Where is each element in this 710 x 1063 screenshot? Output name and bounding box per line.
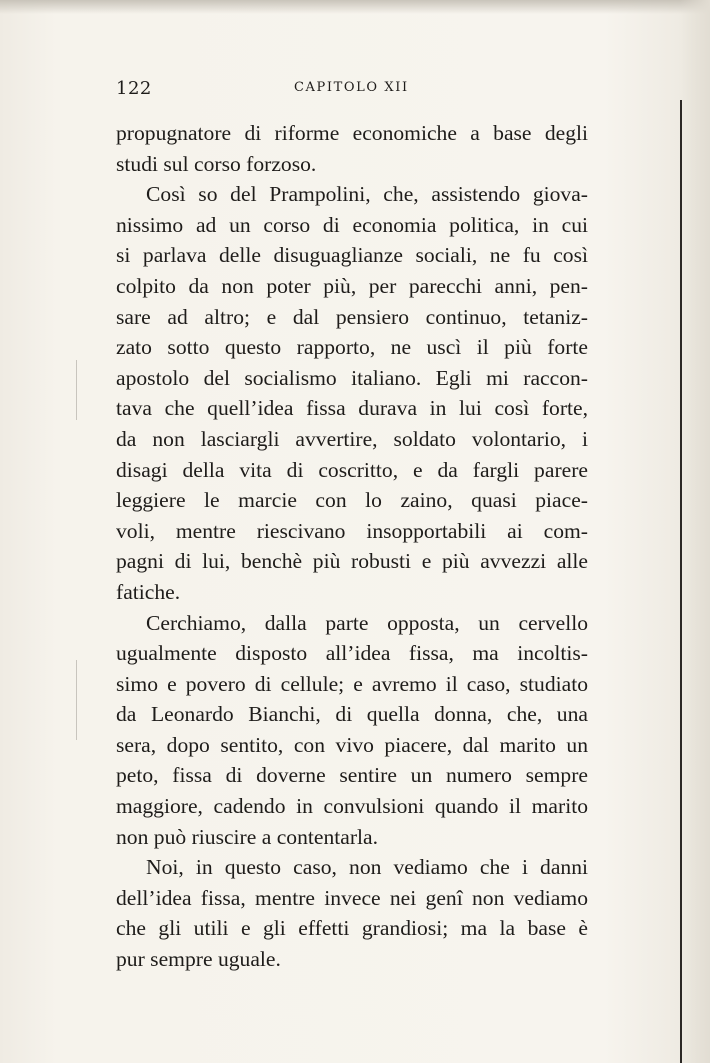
page-top-shadow — [0, 0, 710, 14]
paragraph — [116, 179, 588, 607]
body-text — [116, 118, 588, 975]
text-line: si parlava delle disuguaglianze sociali, ne fu così — [116, 243, 588, 268]
text-line: Cerchiamo, dalla parte opposta, un cervello — [146, 610, 588, 635]
running-header — [116, 78, 596, 102]
text-line: tava che quell’idea fissa durava in lui così forte, — [116, 396, 588, 421]
text-line: dell’idea fissa, mentre invece nei genî non vediamo — [116, 885, 588, 910]
paragraph — [116, 118, 588, 179]
text-line: Noi, in questo caso, non vediamo che i danni — [146, 855, 588, 880]
text-line: voli, mentre riescivano insopportabili ai com- — [116, 518, 588, 543]
text-line: da Leonardo Bianchi, di quella donna, che, una — [116, 702, 588, 727]
text-line: da non lasciargli avvertire, soldato volontario, i — [116, 426, 588, 451]
chapter-title: CAPITOLO XII — [294, 80, 409, 95]
text-line: zato sotto questo rapporto, ne uscì il più forte — [116, 335, 588, 360]
text-line: ugualmente disposto all’idea fissa, ma incoltis- — [116, 641, 588, 666]
text-line: pagni di lui, benchè più robusti e più avvezzi alle — [116, 549, 588, 574]
text-line: fatiche. — [116, 579, 181, 604]
text-line: sare ad altro; e dal pensiero continuo, tetaniz- — [116, 304, 588, 329]
text-line: pur sempre uguale. — [116, 947, 281, 972]
text-line: maggiore, cadendo in convulsioni quando il marito — [116, 794, 588, 819]
paragraph — [116, 608, 588, 853]
page-edge-rule — [680, 100, 682, 1063]
text-line: che gli utili e gli effetti grandiosi; ma la base è — [116, 916, 588, 941]
text-line: disagi della vita di coscritto, e da fargli parere — [116, 457, 588, 482]
text-line: colpito da non poter più, per parecchi anni, pen- — [116, 273, 588, 298]
page-binding-edge — [680, 0, 710, 1063]
margin-smudge — [76, 360, 77, 420]
text-line: sera, dopo sentito, con vivo piacere, dal marito un — [116, 732, 588, 757]
text-line: simo e povero di cellule; e avremo il caso, studiato — [116, 671, 588, 696]
text-line: apostolo del socialismo italiano. Egli mi raccon- — [116, 365, 588, 390]
text-line: studi sul corso forzoso. — [116, 151, 317, 176]
text-line: Così so del Prampolini, che, assistendo giova- — [146, 182, 588, 207]
page-number: 122 — [116, 78, 152, 99]
paragraph — [116, 852, 588, 974]
text-line: leggiere le marcie con lo zaino, quasi piace- — [116, 488, 588, 513]
text-line: non può riuscire a contentarla. — [116, 824, 379, 849]
text-line: peto, fissa di doverne sentire un numero sempre — [116, 763, 588, 788]
text-line: propugnatore di riforme economiche a base degli — [116, 121, 588, 145]
text-line: nissimo ad un corso di economia politica, in cui — [116, 212, 588, 237]
margin-smudge — [76, 660, 77, 740]
